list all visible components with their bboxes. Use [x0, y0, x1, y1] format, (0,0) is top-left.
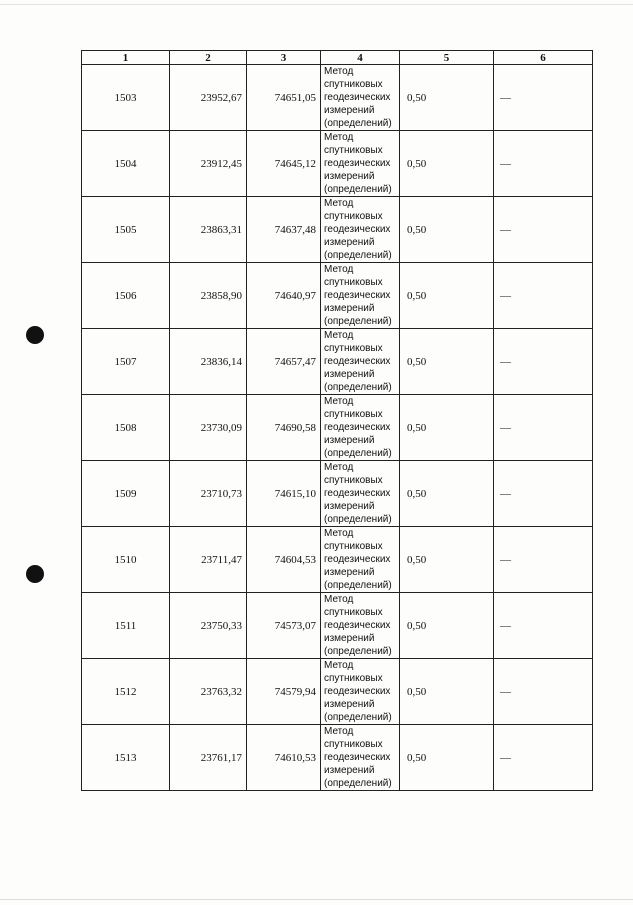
- accuracy-value: 0,50: [400, 725, 494, 791]
- method-line: геодезических: [324, 356, 391, 367]
- method-line: измерений: [324, 765, 375, 776]
- table-row: [82, 263, 593, 329]
- point-number: 1504: [82, 131, 170, 197]
- measurement-method: [321, 461, 400, 527]
- measurement-method: [321, 131, 400, 197]
- method-line: измерений: [324, 171, 375, 182]
- table-row: [82, 461, 593, 527]
- method-line: (определений): [324, 184, 392, 195]
- method-line: Метод: [324, 396, 354, 407]
- measurement-method: [321, 593, 400, 659]
- accuracy-value: 0,50: [400, 263, 494, 329]
- method-line: Метод: [324, 660, 354, 671]
- table-row: [82, 659, 593, 725]
- scan-edge-bottom: [0, 899, 633, 900]
- method-line: (определений): [324, 778, 392, 789]
- header-col-2: 2: [170, 51, 247, 65]
- punch-hole-mark: [26, 565, 44, 583]
- table-row: [82, 329, 593, 395]
- method-line: Метод: [324, 462, 354, 473]
- table-row: [82, 197, 593, 263]
- header-col-3: 3: [247, 51, 321, 65]
- method-line: геодезических: [324, 554, 391, 565]
- coordinate-y: 74610,53: [247, 725, 321, 791]
- coordinate-y: 74645,12: [247, 131, 321, 197]
- measurement-method: [321, 395, 400, 461]
- method-line: Метод: [324, 132, 354, 143]
- header-col-4: 4: [321, 51, 400, 65]
- method-line: (определений): [324, 448, 392, 459]
- coordinate-y: 74579,94: [247, 659, 321, 725]
- accuracy-value: 0,50: [400, 131, 494, 197]
- point-number: 1508: [82, 395, 170, 461]
- point-number: 1511: [82, 593, 170, 659]
- coordinate-y: 74615,10: [247, 461, 321, 527]
- table-body: [82, 65, 593, 791]
- note-dash: —: [494, 461, 593, 527]
- method-line: (определений): [324, 580, 392, 591]
- method-line: измерений: [324, 303, 375, 314]
- method-line: спутниковых: [324, 673, 383, 684]
- table-row: [82, 65, 593, 131]
- coordinate-y: 74690,58: [247, 395, 321, 461]
- method-line: (определений): [324, 250, 392, 261]
- measurement-method: [321, 725, 400, 791]
- point-number: 1503: [82, 65, 170, 131]
- method-line: Метод: [324, 594, 354, 605]
- table-row: [82, 395, 593, 461]
- method-line: спутниковых: [324, 607, 383, 618]
- note-dash: —: [494, 131, 593, 197]
- method-line: измерений: [324, 567, 375, 578]
- point-number: 1507: [82, 329, 170, 395]
- table-header-row: [82, 51, 593, 65]
- coordinate-x: 23763,32: [170, 659, 247, 725]
- coordinate-x: 23710,73: [170, 461, 247, 527]
- accuracy-value: 0,50: [400, 593, 494, 659]
- table-row: [82, 527, 593, 593]
- point-number: 1509: [82, 461, 170, 527]
- punch-hole-mark: [26, 326, 44, 344]
- accuracy-value: 0,50: [400, 461, 494, 527]
- method-line: геодезических: [324, 158, 391, 169]
- method-line: геодезических: [324, 620, 391, 631]
- coordinate-y: 74640,97: [247, 263, 321, 329]
- coordinate-x: 23711,47: [170, 527, 247, 593]
- method-line: геодезических: [324, 752, 391, 763]
- method-line: спутниковых: [324, 739, 383, 750]
- header-col-6: 6: [494, 51, 593, 65]
- method-line: измерений: [324, 105, 375, 116]
- method-line: измерений: [324, 699, 375, 710]
- header-col-5: 5: [400, 51, 494, 65]
- method-line: Метод: [324, 198, 354, 209]
- method-line: спутниковых: [324, 475, 383, 486]
- note-dash: —: [494, 395, 593, 461]
- method-line: спутниковых: [324, 211, 383, 222]
- measurement-method: [321, 329, 400, 395]
- coordinate-x: 23952,67: [170, 65, 247, 131]
- coordinate-x: 23761,17: [170, 725, 247, 791]
- coordinate-y: 74657,47: [247, 329, 321, 395]
- method-line: спутниковых: [324, 541, 383, 552]
- method-line: (определений): [324, 646, 392, 657]
- coordinate-x: 23750,33: [170, 593, 247, 659]
- method-line: спутниковых: [324, 277, 383, 288]
- accuracy-value: 0,50: [400, 197, 494, 263]
- accuracy-value: 0,50: [400, 65, 494, 131]
- method-line: спутниковых: [324, 343, 383, 354]
- note-dash: —: [494, 65, 593, 131]
- method-line: измерений: [324, 369, 375, 380]
- coordinate-y: 74604,53: [247, 527, 321, 593]
- method-line: (определений): [324, 514, 392, 525]
- note-dash: —: [494, 659, 593, 725]
- method-line: геодезических: [324, 488, 391, 499]
- accuracy-value: 0,50: [400, 659, 494, 725]
- method-line: Метод: [324, 528, 354, 539]
- method-line: измерений: [324, 237, 375, 248]
- method-line: (определений): [324, 316, 392, 327]
- measurement-method: [321, 659, 400, 725]
- method-line: Метод: [324, 726, 354, 737]
- scan-edge-top: [0, 4, 633, 5]
- note-dash: —: [494, 329, 593, 395]
- method-line: геодезических: [324, 92, 391, 103]
- method-line: (определений): [324, 118, 392, 129]
- point-number: 1506: [82, 263, 170, 329]
- measurement-method: [321, 65, 400, 131]
- method-line: геодезических: [324, 290, 391, 301]
- point-number: 1513: [82, 725, 170, 791]
- measurement-method: [321, 263, 400, 329]
- method-line: геодезических: [324, 422, 391, 433]
- point-number: 1510: [82, 527, 170, 593]
- method-line: спутниковых: [324, 79, 383, 90]
- coordinate-x: 23836,14: [170, 329, 247, 395]
- coordinate-x: 23863,31: [170, 197, 247, 263]
- table-row: [82, 131, 593, 197]
- method-line: геодезических: [324, 686, 391, 697]
- method-line: геодезических: [324, 224, 391, 235]
- table-row: [82, 725, 593, 791]
- coordinates-table: [81, 50, 593, 791]
- coordinate-x: 23912,45: [170, 131, 247, 197]
- method-line: Метод: [324, 264, 354, 275]
- note-dash: —: [494, 725, 593, 791]
- measurement-method: [321, 197, 400, 263]
- method-line: Метод: [324, 330, 354, 341]
- method-line: спутниковых: [324, 145, 383, 156]
- note-dash: —: [494, 593, 593, 659]
- method-line: (определений): [324, 712, 392, 723]
- accuracy-value: 0,50: [400, 527, 494, 593]
- accuracy-value: 0,50: [400, 329, 494, 395]
- header-col-1: 1: [82, 51, 170, 65]
- coordinate-x: 23730,09: [170, 395, 247, 461]
- point-number: 1512: [82, 659, 170, 725]
- measurement-method: [321, 527, 400, 593]
- note-dash: —: [494, 527, 593, 593]
- method-line: измерений: [324, 633, 375, 644]
- method-line: Метод: [324, 66, 354, 77]
- coordinate-y: 74651,05: [247, 65, 321, 131]
- table-row: [82, 593, 593, 659]
- note-dash: —: [494, 263, 593, 329]
- method-line: спутниковых: [324, 409, 383, 420]
- point-number: 1505: [82, 197, 170, 263]
- accuracy-value: 0,50: [400, 395, 494, 461]
- coordinate-y: 74637,48: [247, 197, 321, 263]
- coordinate-y: 74573,07: [247, 593, 321, 659]
- coordinate-x: 23858,90: [170, 263, 247, 329]
- method-line: (определений): [324, 382, 392, 393]
- method-line: измерений: [324, 435, 375, 446]
- note-dash: —: [494, 197, 593, 263]
- method-line: измерений: [324, 501, 375, 512]
